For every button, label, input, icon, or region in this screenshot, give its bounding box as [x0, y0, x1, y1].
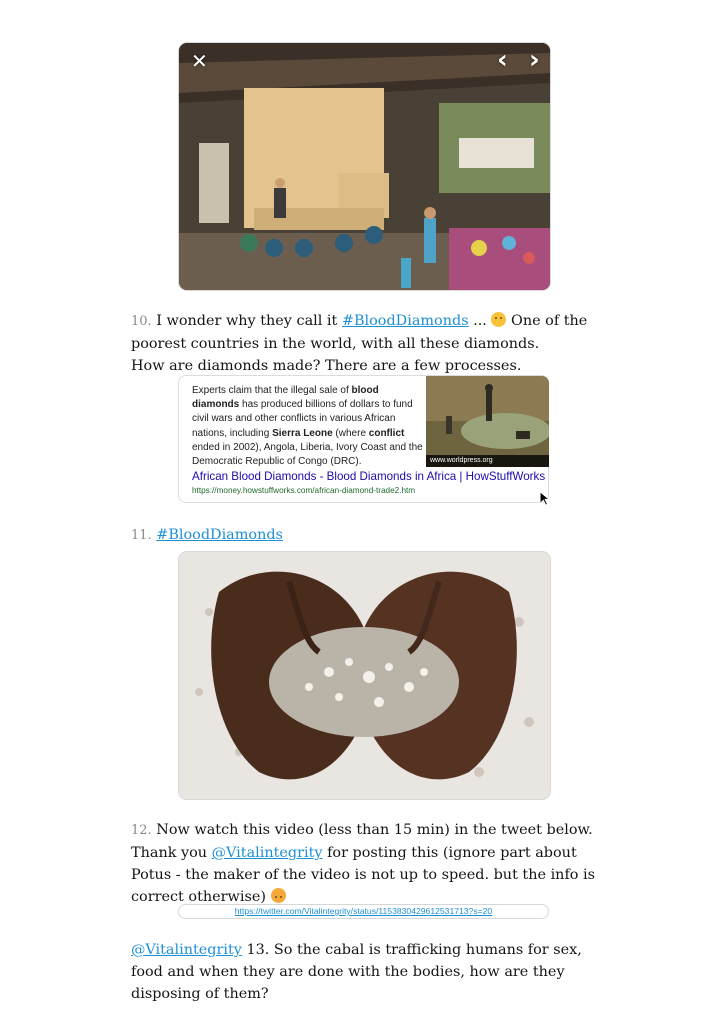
tweet-link-bar	[178, 904, 549, 919]
hashtag-link[interactable]: #BloodDiamonds	[156, 527, 283, 543]
thread-item-12: 12. Now watch this video (less than 15 min) in the tweet below. Thank you @Vitalintegrity for posting this (ignore part about Potus - the maker of the video is not up to speed. but the info is correct otherwise)	[131, 822, 595, 905]
card-url: https://money.howstuffworks.com/african-diamond-trade2.htm	[192, 486, 416, 495]
tweet-url-link[interactable]: https://twitter.com/Vitalintegrity/status/1153830429612531713?s=20	[234, 906, 493, 916]
item-text: I wonder why they call it	[151, 313, 342, 329]
card-title-link[interactable]: African Blood Diamonds - Blood Diamonds in Africa | HowStuffWorks	[192, 470, 546, 483]
mouse-pointer-icon	[540, 492, 550, 505]
gallery-image-diamonds[interactable]	[178, 551, 551, 800]
market-photo	[179, 43, 550, 290]
mouse-pointer-icon	[536, 272, 551, 291]
thread-item-13	[131, 939, 601, 1005]
close-icon[interactable]: ✕	[191, 49, 208, 73]
chevron-left-icon[interactable]: ‹	[497, 45, 508, 75]
item-number: 12.	[131, 823, 152, 838]
hashtag-link[interactable]: #BloodDiamonds	[341, 313, 469, 329]
mention-link[interactable]: @Vitalintegrity	[131, 942, 242, 958]
item-text-line2: How are diamonds made? There are a few processes.	[131, 358, 522, 374]
item-number: 10.	[131, 314, 152, 329]
link-preview-card[interactable]	[178, 375, 549, 503]
card-thumbnail[interactable]	[426, 376, 549, 467]
thread-item-11	[131, 524, 601, 547]
thinking-face-icon	[491, 312, 506, 327]
thumbnail-caption: www.worldpress.org	[426, 455, 549, 467]
item-text: 13. So the cabal is trafficking humans for sex, food and when they are done with the bodies, how are they disposing of them?	[131, 942, 582, 1002]
thread-item-10: 10. I wonder why they call it #BloodDiamonds ... One of the poorest countries in the world, with all these diamonds. How are diamonds made? There are a few processes.	[131, 313, 588, 374]
item-number: 11.	[131, 528, 152, 543]
chevron-right-icon[interactable]: ›	[529, 45, 540, 75]
mention-link[interactable]: @Vitalintegrity	[211, 845, 323, 861]
mining-photo	[426, 376, 549, 467]
exploding-head-icon	[271, 888, 286, 903]
gallery-image-market[interactable]	[178, 42, 551, 291]
card-snippet: Experts claim that the illegal sale of blood diamonds has produced billions of dollars to fund civil wars and other conflicts in various African nations, including Sierra Leone (where conflict ended in 2002), Angola, Liberia, Ivory Coast and the Democratic Republic of Congo (DRC).	[192, 385, 423, 468]
diamonds-hands-photo	[179, 552, 550, 799]
